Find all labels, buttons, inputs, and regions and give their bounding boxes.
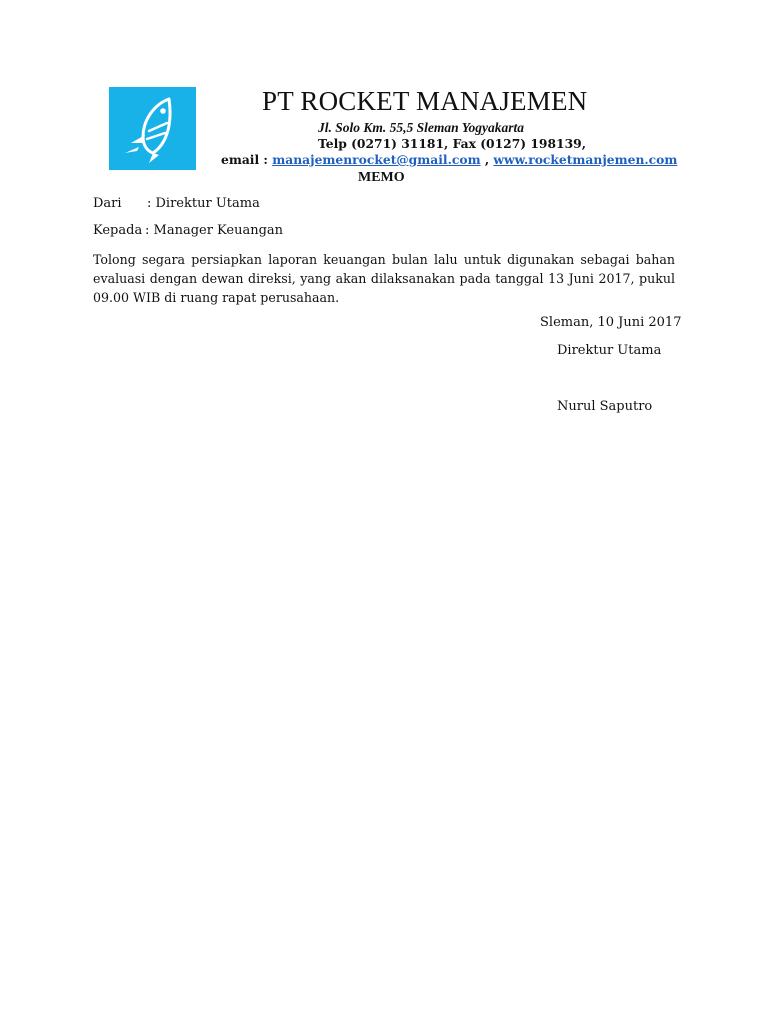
contact-separator: ,	[484, 152, 490, 167]
memo-body-line: Tolong segara persiapkan laporan keuangan bulan lalu untuk digunakan sebagai bahan	[93, 252, 675, 267]
company-phone-fax: Telp (0271) 31181, Fax (0127) 198139,	[318, 136, 586, 151]
email-link[interactable]: manajemenrocket@gmail.com	[272, 152, 481, 167]
rocket-fish-logo-icon	[109, 87, 196, 170]
from-label: Dari	[93, 196, 122, 211]
signature-role: Direktur Utama	[557, 343, 662, 358]
company-name: PT ROCKET MANAJEMEN	[262, 86, 588, 116]
memo-title: MEMO	[358, 170, 405, 185]
memo-body	[93, 250, 675, 307]
signature-name: Nurul Saputro	[557, 399, 653, 414]
signature-place-date: Sleman, 10 Juni 2017	[540, 315, 682, 330]
company-address: Jl. Solo Km. 55,5 Sleman Yogyakarta	[318, 120, 525, 135]
from-value: : Direktur Utama	[147, 196, 260, 211]
website-link[interactable]: www.rocketmanjemen.com	[493, 152, 678, 167]
to-label: Kepada	[93, 223, 143, 238]
to-field	[93, 223, 283, 238]
from-field	[93, 196, 260, 211]
company-contact-line	[221, 152, 677, 167]
email-label: email :	[221, 152, 268, 167]
company-logo	[109, 87, 196, 170]
to-value: : Manager Keuangan	[145, 223, 284, 238]
memo-body-line: evaluasi dengan dewan direksi, yang akan dilaksanakan pada tanggal 13 Juni 2017, pukul	[93, 271, 675, 286]
memo-body-line: 09.00 WIB di ruang rapat perusahaan.	[93, 290, 340, 305]
